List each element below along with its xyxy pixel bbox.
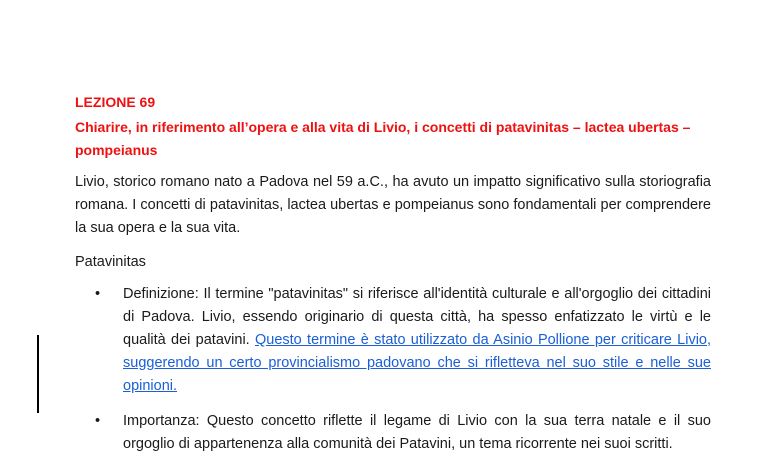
bullet-icon: •: [95, 413, 101, 429]
document-body: [75, 93, 711, 468]
list-item: [75, 410, 711, 456]
list-item: [75, 283, 711, 398]
bullet-text: Importanza: Questo concetto riflette il legame di Livio con la sua terra natale e il suo orgoglio di appartenenza alla comunità dei Patavini, un tema ricorrente nei suoi scritti.: [123, 413, 711, 452]
bullet-text: Definizione: Il termine "patavinitas" si riferisce all'identità culturale e all'orgoglio dei cittadini di Padova. Livio, essendo originario di questa città, ha spesso enfatizzato le virtù e le qualità dei patavini.: [123, 286, 711, 348]
intro-paragraph: Livio, storico romano nato a Padova nel 59 a.C., ha avuto un impatto significativo sulla storiografia romana. I concetti di patavinitas, lactea ubertas e pompeianus sono fondamentali per comprendere la sua opera e la sua vita.: [75, 174, 711, 236]
text-cursor-bar: [37, 335, 39, 413]
citation-link[interactable]: Questo termine è stato utilizzato da Asinio Pollione per criticare Livio, suggerendo un certo provincialismo padovano che si rifletteva nel suo stile e nelle sue opinioni.: [123, 332, 712, 394]
lesson-title: LEZIONE 69: [75, 94, 156, 110]
bullet-list: [75, 283, 711, 456]
section-heading-patavinitas: Patavinitas: [75, 254, 146, 270]
bullet-icon: •: [95, 286, 101, 302]
lesson-subtitle: Chiarire, in riferimento all’opera e alla vita di Livio, i concetti di patavinitas – lactea ubertas – pompeianus: [75, 119, 691, 158]
